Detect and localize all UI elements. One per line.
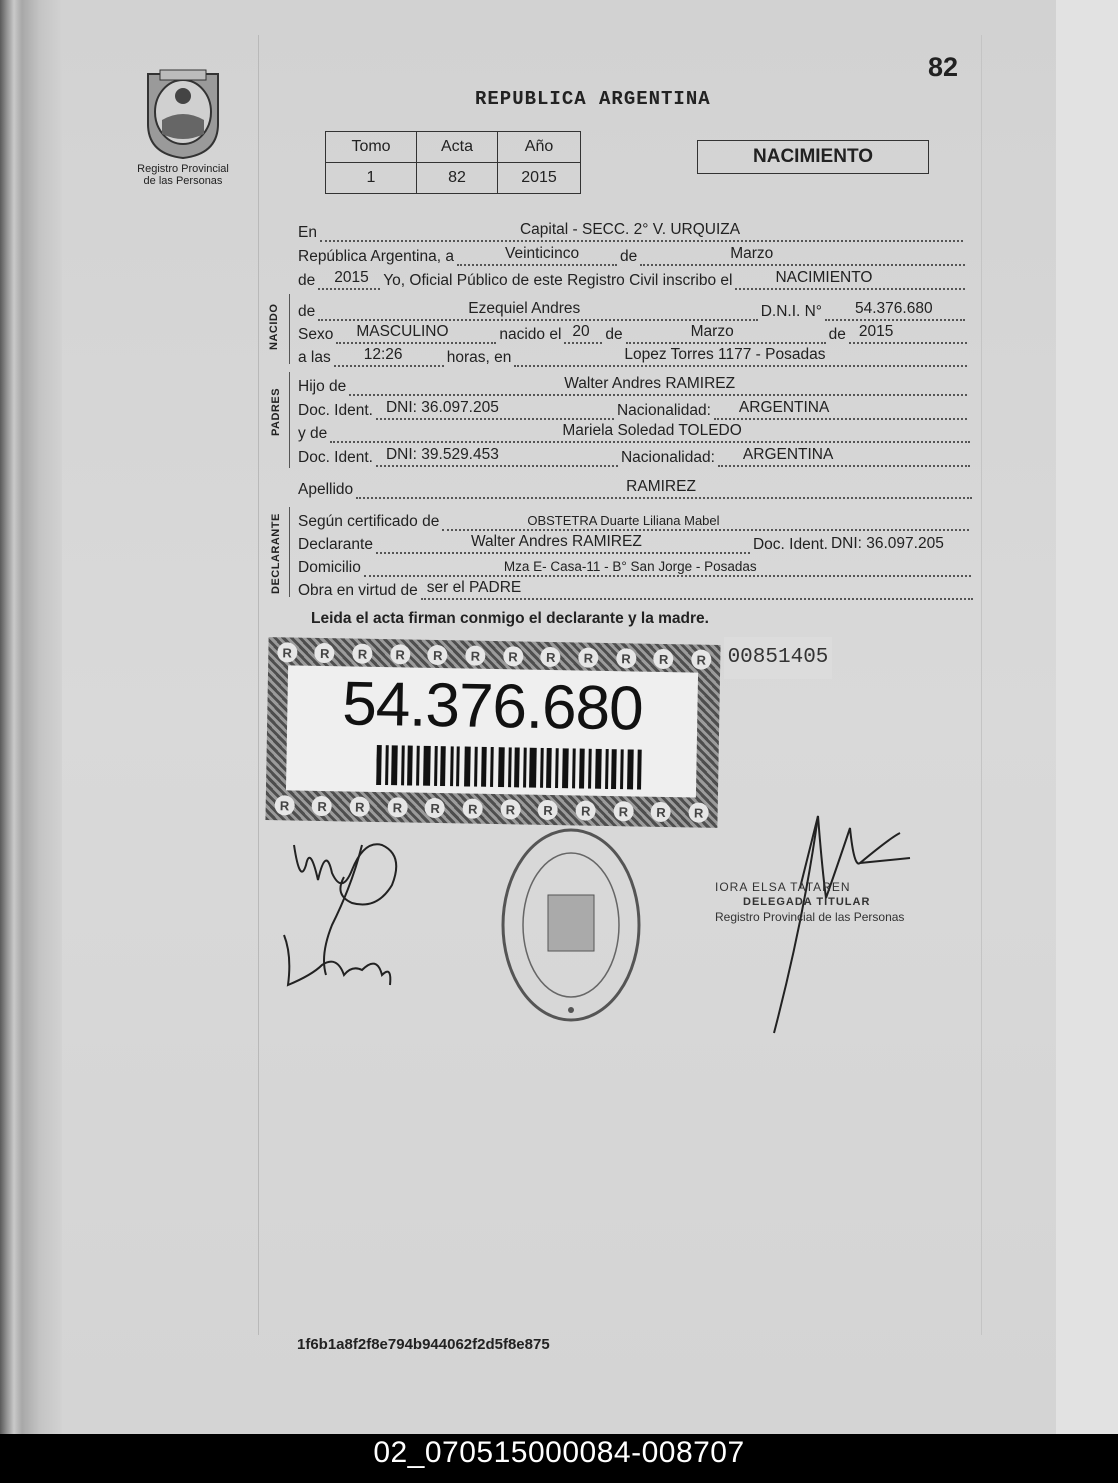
field-label: a las: [298, 349, 331, 366]
field-value: MASCULINO: [356, 323, 449, 340]
field-label: Apellido: [298, 481, 354, 498]
field-madre-doc: [298, 445, 973, 467]
sticker-serial: 00851405: [724, 637, 832, 679]
field-hora: [298, 345, 970, 367]
field-label: de: [828, 326, 846, 343]
field-value: Lopez Torres 1177 - Posadas: [624, 346, 826, 363]
field-label: nacido el: [499, 326, 562, 343]
signer-name: IORA ELSA TATAREN: [715, 880, 851, 894]
sticker-top-pattern: R R R R R R R R R R R R: [268, 639, 720, 673]
field-value: RAMIREZ: [626, 478, 696, 495]
field-label: Yo, Oficial Público de este Registro Civil inscribo el: [383, 272, 733, 289]
acta-value: 82: [417, 163, 498, 194]
sticker-bottom-pattern: R R R R R R R R R R R R: [265, 792, 717, 826]
field-value: NACIMIENTO: [775, 269, 873, 286]
side-label-nacido: NACIDO: [268, 303, 280, 350]
document-hash: 1f6b1a8f2f8e794b944062f2d5f8e875: [297, 1336, 550, 1353]
field-label: Sexo: [298, 326, 334, 343]
field-value: Walter Andres RAMIREZ: [470, 533, 642, 550]
field-label: Domicilio: [298, 559, 361, 576]
field-label: República Argentina, a: [298, 248, 454, 265]
field-value: 20: [572, 323, 590, 340]
field-label: de: [298, 303, 316, 320]
field-nacido-nombre: [298, 299, 968, 321]
field-value: Mza E- Casa-11 - B° San Jorge - Posadas: [503, 559, 757, 574]
emblem-caption-line2: de las Personas: [143, 175, 223, 187]
page-number: 82: [928, 52, 959, 82]
field-label: Según certificado de: [298, 513, 440, 530]
field-label: de: [619, 248, 638, 265]
file-id: 02_070515000084-008707: [373, 1436, 745, 1469]
province-emblem-icon: [140, 68, 226, 160]
field-declarante: [298, 532, 974, 554]
field-obra: [298, 578, 976, 600]
field-y-de: [298, 421, 973, 443]
official-seal-icon: [496, 825, 646, 1030]
side-label-declarante: DECLARANTE: [270, 513, 282, 594]
book-binding: [0, 0, 62, 1434]
field-value: 2015: [334, 269, 369, 286]
field-padre-doc: [298, 398, 970, 420]
acta-header: Acta: [417, 132, 498, 163]
registry-table: [325, 131, 581, 194]
field-hijo-de: [298, 374, 970, 396]
field-sexo: [298, 322, 970, 344]
barcode-icon: [376, 745, 647, 790]
field-label: Nacionalidad:: [616, 402, 711, 419]
field-label: Hijo de: [298, 378, 347, 395]
official-signer-block: [715, 880, 904, 926]
field-label: Obra en virtud de: [298, 582, 418, 599]
field-value: Capital - SECC. 2° V. URQUIZA: [519, 221, 741, 238]
field-label: y de: [298, 425, 328, 442]
field-value: Walter Andres RAMIREZ: [564, 375, 736, 392]
field-label: Declarante: [298, 536, 373, 553]
emblem-caption-line1: Registro Provincial: [137, 163, 229, 175]
field-value: 2015: [858, 323, 894, 340]
tomo-header: Tomo: [326, 132, 417, 163]
signer-title: DELEGADA TITULAR: [743, 896, 871, 908]
closing-statement: Leida el acta firman conmigo el declarante y la madre.: [311, 610, 709, 627]
field-value: 54.376.680: [855, 300, 933, 317]
emblem-caption: [118, 163, 248, 187]
field-value: Ezequiel Andres: [468, 300, 581, 317]
field-label: Doc. Ident.: [298, 402, 373, 419]
field-value: Veinticinco: [504, 245, 580, 262]
field-label: En: [298, 224, 317, 241]
field-label: horas, en: [446, 349, 512, 366]
field-value: DNI: 36.097.205: [830, 535, 944, 552]
dni-sticker: [265, 637, 720, 828]
field-value: 12:26: [363, 346, 403, 363]
tomo-value: 1: [326, 163, 417, 194]
field-value: ser el PADRE: [426, 579, 522, 596]
dni-number: 54.376.680: [341, 669, 644, 744]
sticker-inner: [286, 665, 698, 797]
field-registro: [298, 268, 968, 290]
field-value: Mariela Soledad TOLEDO: [562, 422, 742, 439]
field-label: de: [605, 326, 623, 343]
field-apellido: [298, 477, 975, 499]
field-value: ARGENTINA: [738, 399, 830, 416]
anio-header: Año: [498, 132, 581, 163]
side-label-padres: PADRES: [270, 387, 282, 436]
page-edge: [1056, 0, 1118, 1434]
field-value: DNI: 36.097.205: [385, 399, 499, 416]
field-value: Marzo: [730, 245, 774, 262]
field-value: OBSTETRA Duarte Liliana Mabel: [527, 513, 720, 528]
field-label: Nacionalidad:: [620, 449, 715, 466]
field-label: Doc. Ident.: [298, 449, 373, 466]
field-label: de: [298, 272, 316, 289]
anio-value: 2015: [498, 163, 581, 194]
field-value: ARGENTINA: [742, 446, 834, 463]
field-label: D.N.I. N°: [760, 303, 822, 320]
signer-office: Registro Provincial de las Personas: [715, 910, 905, 924]
field-label: Doc. Ident.: [752, 536, 828, 553]
country-title: REPUBLICA ARGENTINA: [475, 88, 711, 110]
field-en: [298, 220, 966, 242]
field-domicilio: [298, 555, 974, 577]
act-type-box: NACIMIENTO: [697, 140, 929, 174]
field-value: Marzo: [690, 323, 734, 340]
declarant-signature-icon: [282, 825, 422, 1005]
field-value: DNI: 39.529.453: [385, 446, 499, 463]
field-republica: [298, 244, 968, 266]
field-certificado: [298, 509, 972, 531]
